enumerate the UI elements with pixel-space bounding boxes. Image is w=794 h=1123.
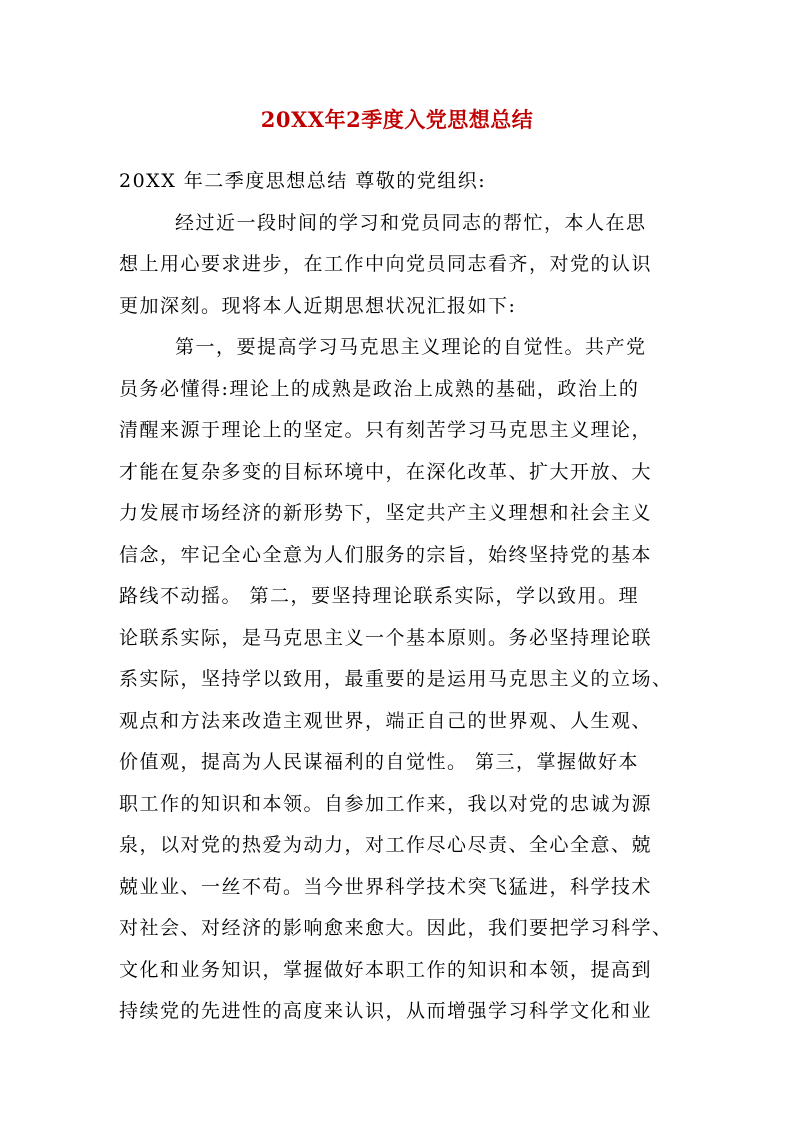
- body-line: 才能在复杂多变的目标环境中，在深化改革、扩大开放、大: [119, 460, 653, 483]
- body-line: 文化和业务知识，掌握做好本职工作的知识和本领，提高到: [119, 958, 653, 981]
- body-line: 观点和方法来改造主观世界，端正自己的世界观、人生观、: [119, 709, 653, 732]
- body-line: 力发展市场经济的新形势下，坚定共产主义理想和社会主义: [119, 502, 653, 524]
- body-line: 职工作的知识和本领。自参加工作来，我以对党的忠诚为源: [119, 792, 653, 815]
- body-line: 论联系实际，是马克思主义一个基本原则。务必坚持理论联: [119, 626, 653, 649]
- body-line: 路线不动摇。 第二，要坚持理论联系实际，学以致用。理: [119, 585, 640, 607]
- body-line: 持续党的先进性的高度来认识，从而增强学习科学文化和业: [119, 1000, 653, 1022]
- body-line: 对社会、对经济的影响愈来愈大。因此，我们要把学习科学、: [119, 917, 673, 939]
- body-line: 兢业业、一丝不苟。当今世界科学技术突飞猛进，科学技术: [119, 875, 653, 898]
- body-line: 第一，要提高学习马克思主义理论的自觉性。共产党: [175, 336, 647, 358]
- body-line: 员务必懂得:理论上的成熟是政治上成熟的基础，政治上的: [119, 377, 640, 400]
- body-line: 20XX 年二季度思想总结 尊敬的党组织:: [119, 170, 487, 192]
- body-line: 经过近一段时间的学习和党员同志的帮忙，本人在思: [175, 211, 647, 234]
- body-line: 想上用心要求进步，在工作中向党员同志看齐，对党的认识: [119, 253, 653, 275]
- document-title: 20XX年2季度入党思想总结: [260, 107, 534, 132]
- body-line: 更加深刻。现将本人近期思想状况汇报如下:: [119, 294, 517, 317]
- document-body: [119, 161, 679, 1033]
- body-line: 系实际，坚持学以致用，最重要的是运用马克思主义的立场、: [119, 668, 673, 690]
- body-line: 清醒来源于理论上的坚定。只有刻苦学习马克思主义理论，: [119, 419, 653, 441]
- body-line: 泉，以对党的热爱为动力，对工作尽心尽责、全心全意、兢: [119, 834, 653, 856]
- body-line: 价值观，提高为人民谋福利的自觉性。 第三，掌握做好本: [119, 751, 640, 773]
- body-line: 信念，牢记全心全意为人们服务的宗旨，始终坚持党的基本: [119, 543, 653, 566]
